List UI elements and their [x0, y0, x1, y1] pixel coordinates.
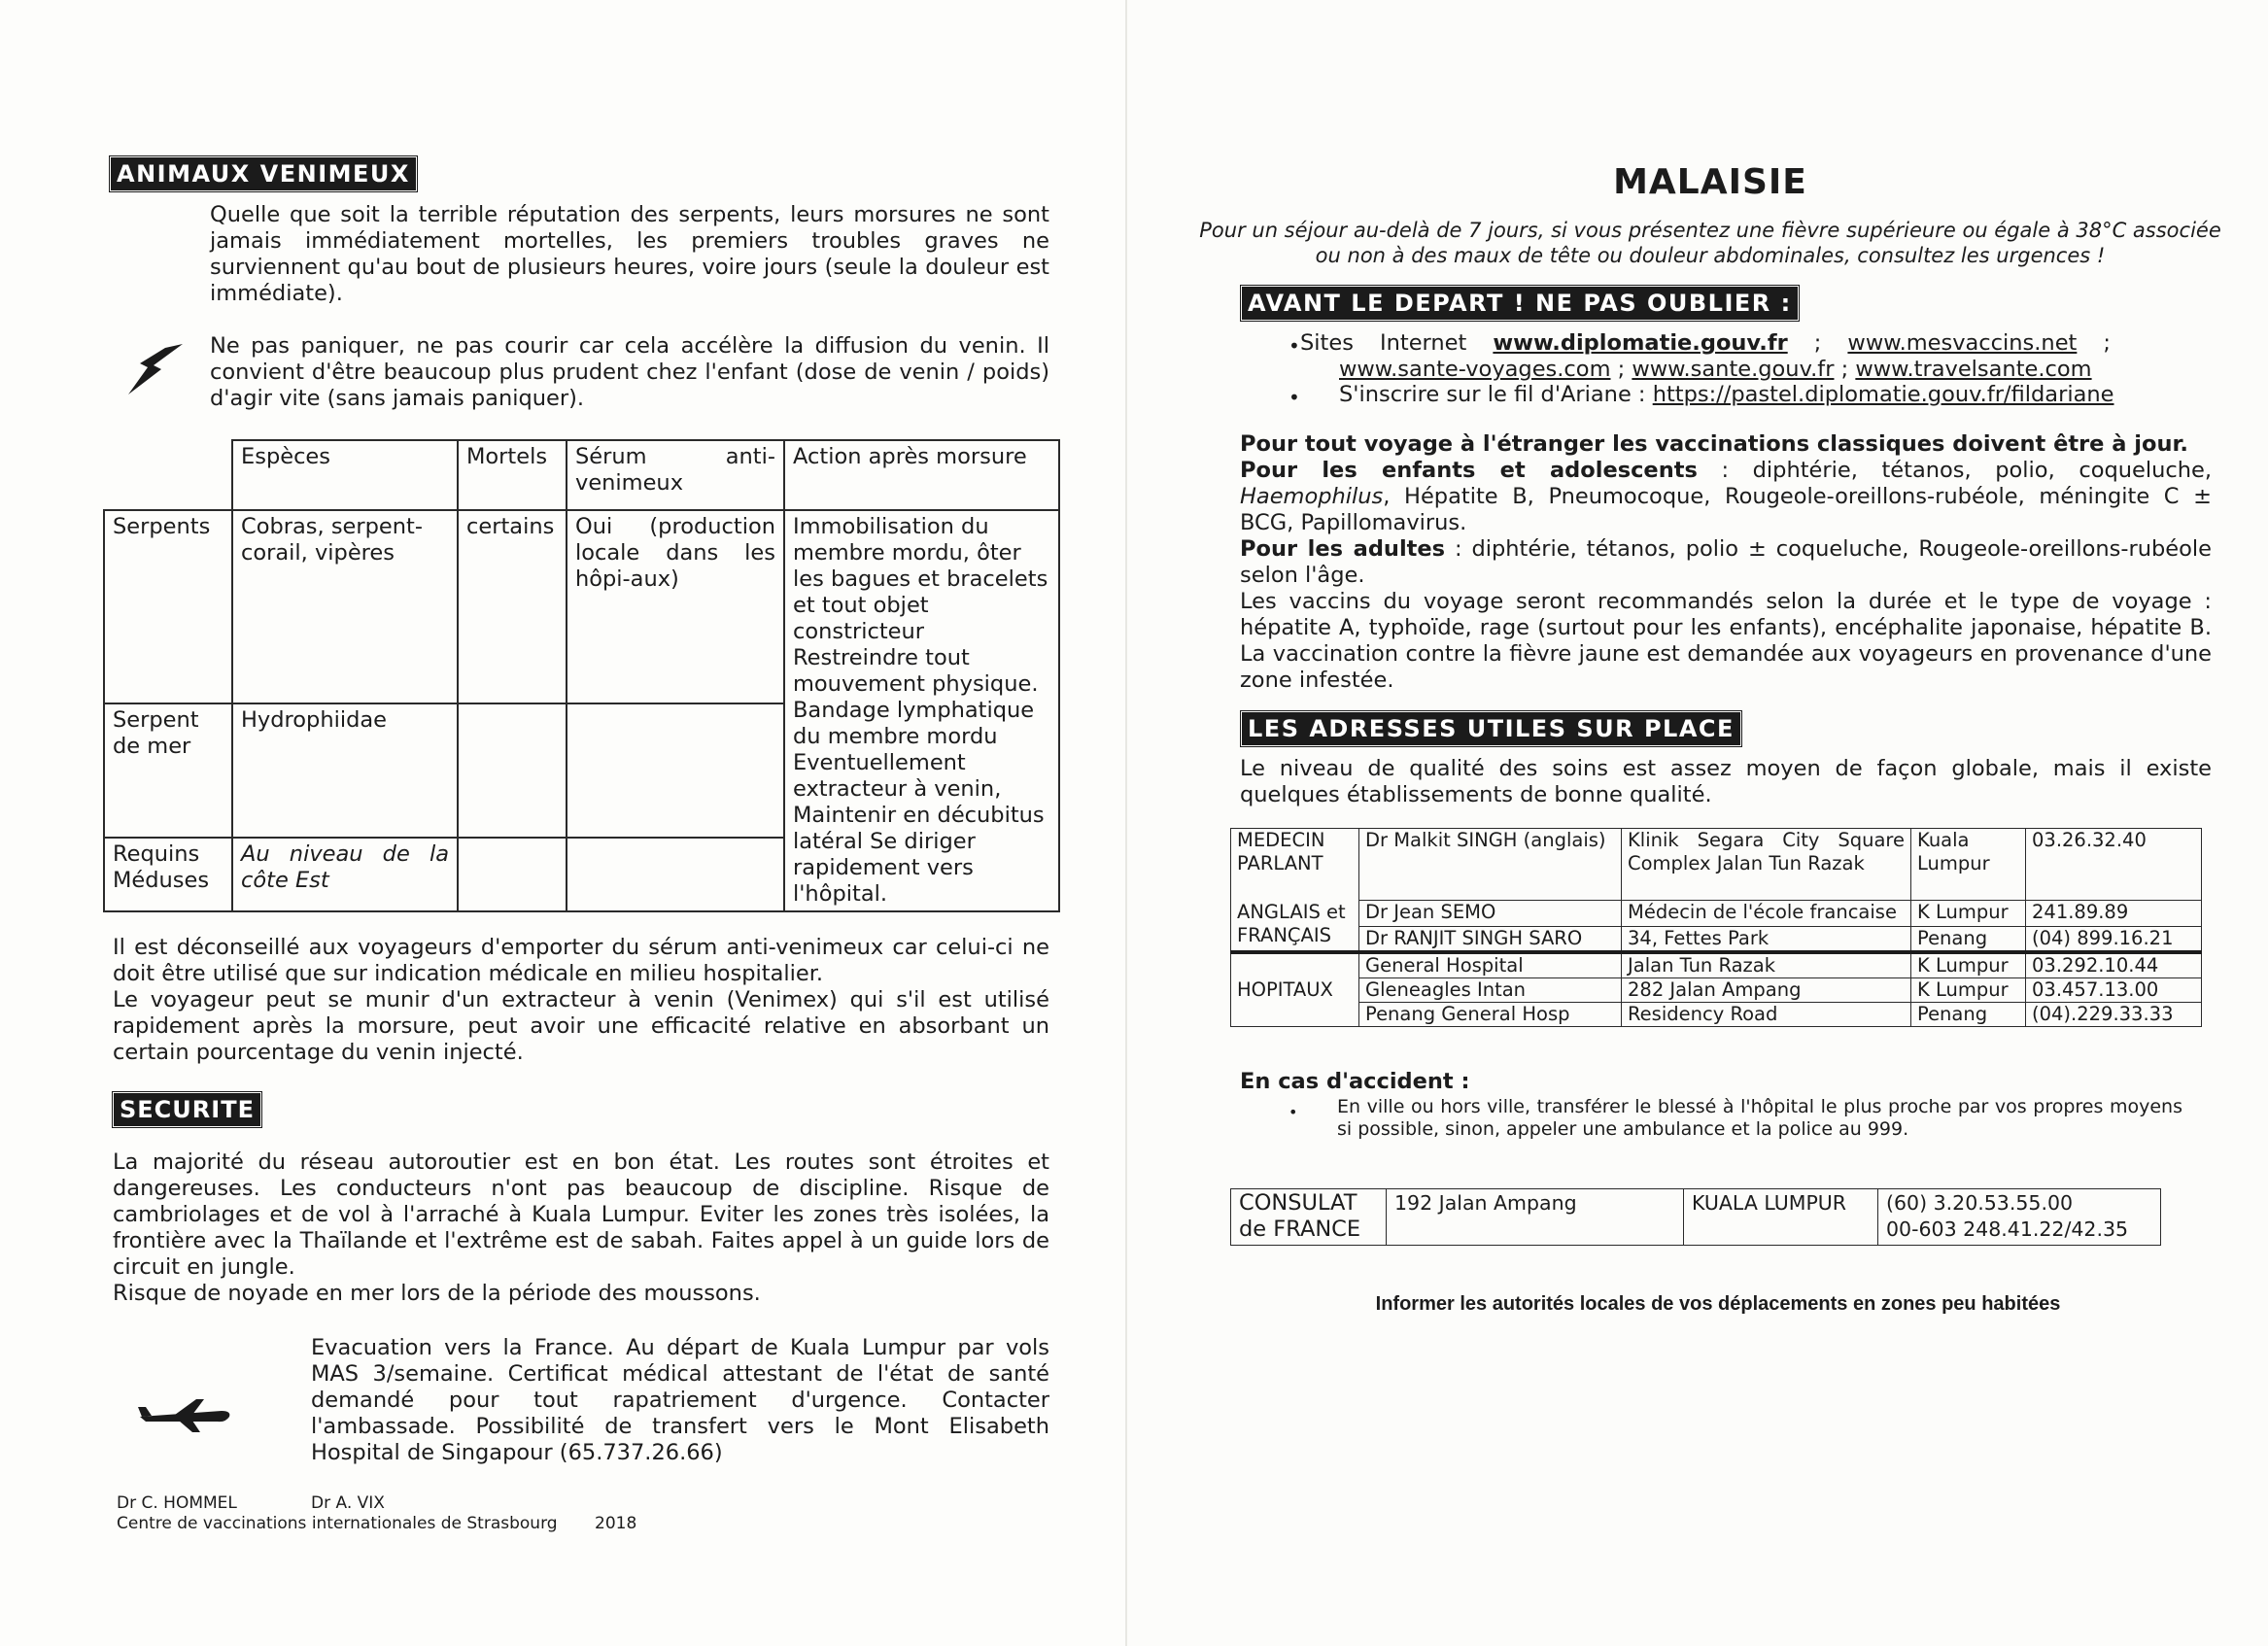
bullet-icon: • [1289, 386, 1300, 409]
consulat-city: KUALA LUMPUR [1684, 1189, 1878, 1246]
voyage-paragraph: Les vaccins du voyage seront recommandés selon la durée et le type de voyage : hépatite A, typhoïde, rage (surtout pour les enfants), encéphalite japonaise, hépatite B. La vaccination contre la fièvre jaune est demandée aux voyageurs en provenance d'une zone infestée. [1240, 589, 2212, 693]
accident-title: En cas d'accident : [1240, 1069, 1470, 1094]
medecin-address: 34, Fettes Park [1622, 927, 1911, 953]
page-title: MALAISIE [1613, 162, 1807, 202]
serum-paragraph-1: Il est déconseillé aux voyageurs d'emporter du sérum anti-venimeux car celui-ci ne doit être utilisé que sur indication médicale en milieu hospitalier. [113, 935, 1049, 986]
hospital-name: General Hospital [1359, 952, 1622, 978]
medecin-address: Médecin de l'école francaise [1622, 901, 1911, 927]
author-vix: Dr A. VIX [311, 1493, 385, 1513]
enfants-text-a: : diphtérie, tétanos, polio, coqueluche, [1697, 458, 2212, 483]
table-row [1231, 1189, 2161, 1246]
evacuation-paragraph: Evacuation vers la France. Au départ de Kuala Lumpur par vols MAS 3/semaine. Certificat médical attestant de l'état de santé demandé pour tout rapatriement d'urgence. Contacter l'ambassade. Possibilité de transfert vers le Mont Elisabeth Hospital de Singapour (65.737.26.66) [311, 1335, 1049, 1465]
hospital-city: Penang [1911, 1003, 2026, 1027]
table-row [1231, 952, 2202, 978]
medecin-phone: 241.89.89 [2026, 901, 2202, 927]
row-animal: Serpent de mer [104, 703, 232, 838]
consulat-table [1230, 1188, 2161, 1246]
enfants-paragraph [1240, 458, 2212, 536]
warning-paragraph: Ne pas paniquer, ne pas courir car cela accélère la diffusion du venin. Il convient d'être beaucoup plus prudent chez l'enfant (dose de venin / poids) d'agir vite (sans jamais paniquer). [210, 333, 1049, 411]
link-sante-gouv[interactable]: www.sante.gouv.fr [1632, 357, 1835, 382]
haemophilus-text: Haemophilus [1240, 484, 1384, 509]
ariane-label: S'inscrire sur le fil d'Ariane : [1339, 382, 1646, 407]
serum-paragraph-2: Le voyageur peut se munir d'un extracteur à venin (Venimex) qui s'il est utilisé rapidement après la morsure, peut avoir une efficacité relative en absorbant un certain pourcentage du venin injecté. [113, 987, 1049, 1065]
ariane-line [1339, 382, 2175, 408]
medecin-label: MEDECIN PARLANT [1231, 829, 1359, 901]
medecin-city: Penang [1911, 927, 2026, 953]
adultes-text: : diphtérie, tétanos, polio ± coqueluche, Rougeole-oreillons-rubéole selon l'âge. [1240, 536, 2212, 588]
row-species: Hydrophiidae [232, 703, 458, 838]
medecin-label-2: ANGLAIS et FRANÇAIS [1231, 901, 1359, 953]
hospital-city: K Lumpur [1911, 978, 2026, 1003]
table-row [1231, 829, 2202, 901]
table-row [1231, 927, 2202, 953]
header-mortal: Mortels [458, 440, 567, 510]
right-page [1127, 0, 2268, 1646]
consulat-address: 192 Jalan Ampang [1387, 1189, 1684, 1246]
medecin-phone: (04) 899.16.21 [2026, 927, 2202, 953]
medecin-address: Klinik Segara City Square Complex Jalan Tun Razak [1622, 829, 1911, 901]
hospital-address: Residency Road [1622, 1003, 1911, 1027]
hospital-phone: (04).229.33.33 [2026, 1003, 2202, 1027]
header-species: Espèces [232, 440, 458, 510]
hospital-phone: 03.457.13.00 [2026, 978, 2202, 1003]
link-sante-voyages[interactable]: www.sante-voyages.com [1339, 357, 1611, 382]
medecin-name: Dr Malkit SINGH (anglais) [1359, 829, 1622, 901]
accident-paragraph: En ville ou hors ville, transférer le blessé à l'hôpital le plus proche par vos propres moyens si possible, sinon, appeler une ambulance et la police au 999. [1337, 1096, 2182, 1140]
footer-note: Informer les autorités locales de vos déplacements en zones peu habitées [1375, 1293, 2061, 1315]
row-species: Au niveau de la côte Est [232, 838, 458, 911]
row-serum [567, 838, 784, 911]
intro-paragraph: Pour un séjour au-delà de 7 jours, si vous présentez une fièvre supérieure ou égale à 38°C associée ou non à des maux de tête ou douleur abdominales, consultez les urgences ! [1199, 219, 2221, 267]
medecin-city: Kuala Lumpur [1911, 829, 2026, 901]
consulat-phones [1878, 1189, 2161, 1246]
section-title-avant-depart: AVANT LE DEPART ! NE PAS OUBLIER : [1242, 287, 1798, 320]
venom-table [103, 439, 1060, 912]
venimeux-paragraph: Quelle que soit la terrible réputation des serpents, leurs morsures ne sont jamais immédiatement mortelles, les premiers troubles graves ne surviennent qu'au bout de plusieurs heures, voire jours (seule la douleur est immédiate). [210, 202, 1049, 306]
hospital-phone: 03.292.10.44 [2026, 952, 2202, 978]
sites-label: Sites Internet [1300, 330, 1467, 356]
row-serum [567, 703, 784, 838]
section-title-securite: SECURITE [114, 1093, 260, 1126]
sites-line-2: www.sante-voyages.com ; www.sante.gouv.fr ; www.travelsante.com [1339, 357, 2092, 382]
link-diplomatie[interactable]: www.diplomatie.gouv.fr [1493, 330, 1788, 356]
section-title-animaux-venimeux: ANIMAUX VENIMEUX [111, 157, 416, 190]
adultes-paragraph [1240, 536, 2212, 589]
row-mortal [458, 838, 567, 911]
securite-paragraph: La majorité du réseau autoroutier est en bon état. Les routes sont étroites et dangereuses. Les conducteurs n'ont pas beaucoup de discipline. Risque de cambriolages et de vol à l'arraché à Kuala Lumpur. Eviter les zones très isolées, la frontière avec la Thaïlande et l'extrême est de sabah. Faites appel à un guide lors de circuit en jungle. [113, 1149, 1049, 1280]
table-row [1231, 978, 2202, 1003]
medecin-name: Dr RANJIT SINGH SARO [1359, 927, 1622, 953]
consulat-label: CONSULAT de FRANCE [1231, 1189, 1387, 1246]
row-species: Cobras, serpent-corail, vipères [232, 510, 458, 703]
footer-year: 2018 [595, 1514, 637, 1533]
medecin-city: K Lumpur [1911, 901, 2026, 927]
hopitaux-label: HOPITAUX [1231, 952, 1359, 1027]
medecin-phone: 03.26.32.40 [2026, 829, 2202, 901]
hospital-address: Jalan Tun Razak [1622, 952, 1911, 978]
sites-line-1: Sites Internet www.diplomatie.gouv.fr ; www.mesvaccins.net ; [1300, 330, 2112, 356]
author-hommel: Dr C. HOMMEL [117, 1493, 237, 1513]
left-page [0, 0, 1127, 1646]
row-mortal [458, 703, 567, 838]
row-mortal: certains [458, 510, 567, 703]
link-mesvaccins[interactable]: www.mesvaccins.net [1847, 330, 2078, 356]
header-action: Action après morsure [784, 440, 1059, 510]
table-row [104, 510, 1059, 703]
section-title-adresses: LES ADRESSES UTILES SUR PLACE [1242, 712, 1740, 745]
row-animal: Requins Méduses [104, 838, 232, 911]
enfants-label: Pour les enfants et adolescents [1240, 458, 1698, 483]
hospital-city: K Lumpur [1911, 952, 2026, 978]
row-animal: Serpents [104, 510, 232, 703]
action-cell: Immobilisation du membre mordu, ôter les bagues et bracelets et tout objet constricteur Restreindre tout mouvement physique. Bandage lymphatique du membre mordu Eventuellement extracteur à venin, Maintenir en décubitus latéral Se diriger rapidement vers l'hôpital. [784, 510, 1059, 911]
hospital-address: 282 Jalan Ampang [1622, 978, 1911, 1003]
airplane-icon [136, 1395, 233, 1434]
table-row [1231, 1003, 2202, 1027]
medecin-name: Dr Jean SEMO [1359, 901, 1622, 927]
enfants-text-b: , Hépatite B, Pneumocoque, Rougeole-oreillons-rubéole, méningite C ± BCG, Papillomavirus. [1240, 484, 2212, 535]
hospital-name: Penang General Hosp [1359, 1003, 1622, 1027]
table-header-row [104, 440, 1059, 510]
adultes-label: Pour les adultes [1240, 536, 1446, 562]
addresses-table [1230, 828, 2202, 1027]
vaccination-bold: Pour tout voyage à l'étranger les vaccinations classiques doivent être à jour. [1240, 431, 2188, 457]
hospital-name: Gleneagles Intan [1359, 978, 1622, 1003]
row-serum: Oui (production locale dans les hôpi-aux) [567, 510, 784, 703]
consulat-phone-2: 00-603 248.41.22/42.35 [1886, 1217, 2129, 1241]
table-row [1231, 901, 2202, 927]
lightning-icon [126, 342, 185, 396]
consulat-phone-1: (60) 3.20.53.55.00 [1886, 1191, 2074, 1215]
securite-paragraph-2: Risque de noyade en mer lors de la période des moussons. [113, 1281, 761, 1306]
link-travelsante[interactable]: www.travelsante.com [1855, 357, 2092, 382]
header-serum: Sérum anti-venimeux [567, 440, 784, 510]
bullet-icon: • [1289, 1103, 1298, 1121]
bullet-icon: • [1289, 334, 1300, 358]
vaccination-center: Centre de vaccinations internationales de Strasbourg [117, 1514, 558, 1533]
adresses-paragraph: Le niveau de qualité des soins est assez moyen de façon globale, mais il existe quelques établissements de bonne qualité. [1240, 756, 2212, 807]
link-ariane[interactable]: https://pastel.diplomatie.gouv.fr/fildariane [1652, 382, 2114, 407]
